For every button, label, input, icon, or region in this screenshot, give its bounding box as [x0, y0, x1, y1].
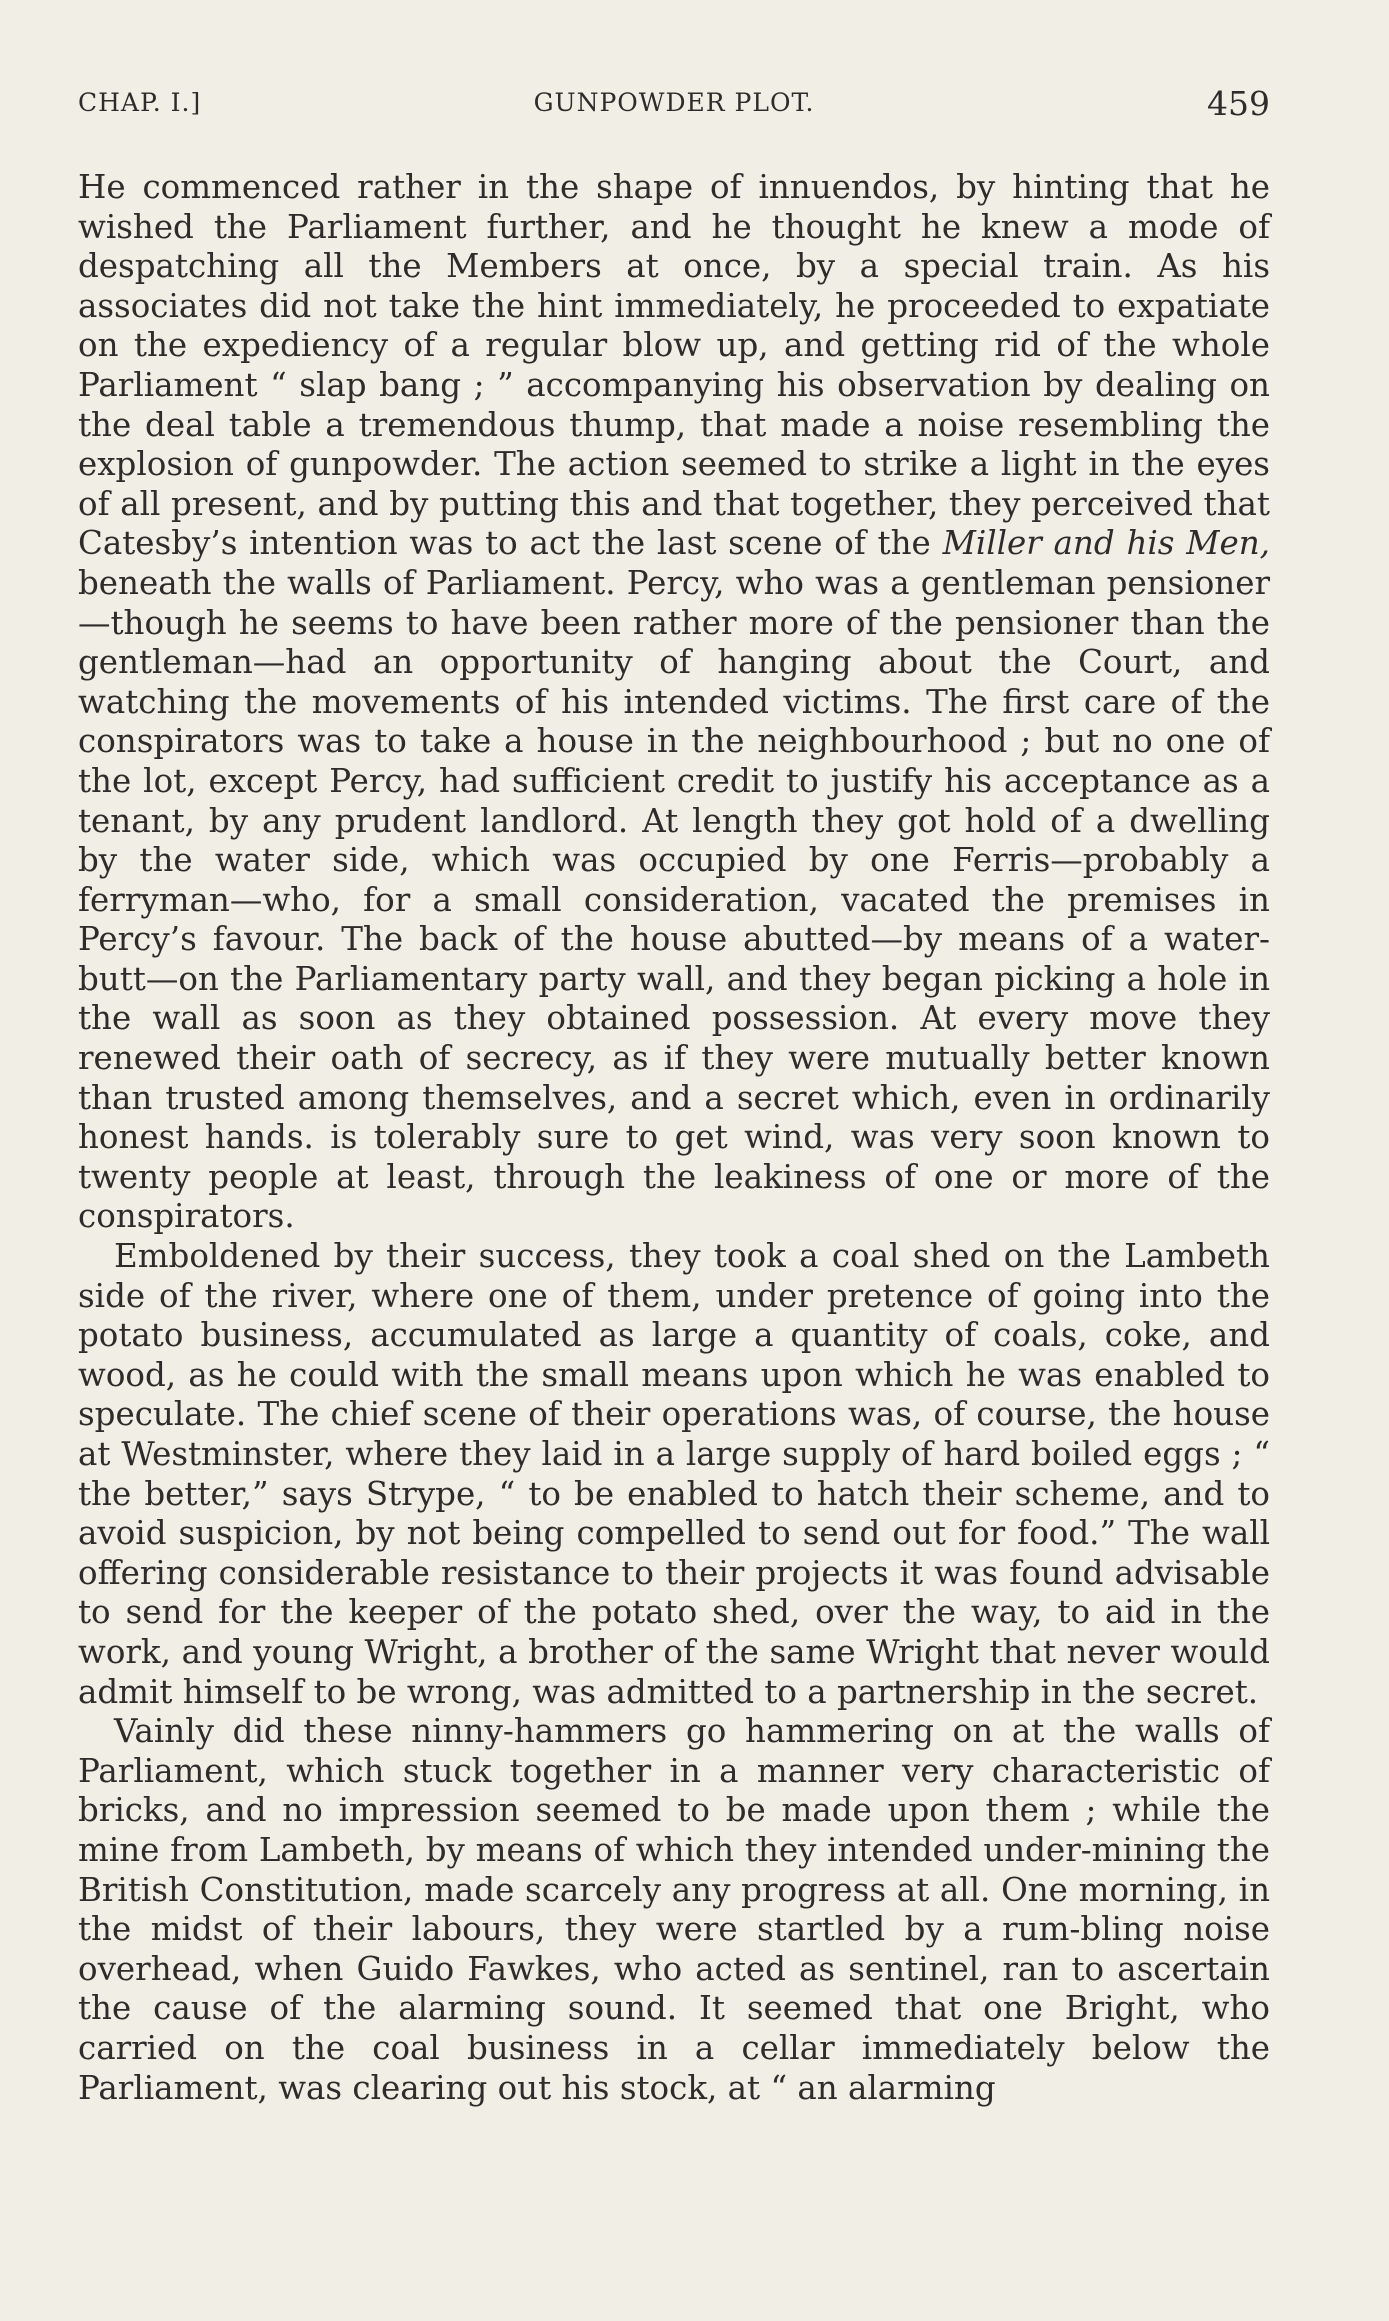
running-head	[78, 84, 1270, 128]
chapter-label: CHAP. I.]	[78, 88, 202, 117]
paragraph-3: Vainly did these ninny-hammers go hammering on at the walls of Parliament, which stuck together in a manner very characteristic of bricks, and no impression seemed to be made upon them ; while the mine from Lambeth, by means of which they intended under-mining the British Constitution, made scarcely any progress at all. One morning, in the midst of their labours, they were startled by a rum-bling noise overhead, when Guido Fawkes, who acted as sentinel, ran to ascertain the cause of the alarming sound. It seemed that one Bright, who carried on the coal business in a cellar immediately below the Parliament, was clearing out his stock, at “ an alarming	[78, 1712, 1270, 2107]
paragraph-2: Emboldened by their success, they took a coal shed on the Lambeth side of the river, where one of them, under pretence of going into the potato business, accumulated as large a quantity of coals, coke, and wood, as he could with the small means upon which he was enabled to speculate. The chief scene of their operations was, of course, the house at Westminster, where they laid in a large supply of hard boiled eggs ; “ the better,” says Strype, “ to be enabled to hatch their scheme, and to avoid suspicion, by not being compelled to send out for food.” The wall offering considerable resistance to their projects it was found advisable to send for the keeper of the potato shed, over the way, to aid in the work, and young Wright, a brother of the same Wright that never would admit himself to be wrong, was admitted to a partnership in the secret.	[78, 1237, 1270, 1711]
body-text	[78, 168, 1270, 2108]
paragraph-1-after: beneath the walls of Parliament. Percy, who was a gentleman pensioner—though he seems to have been rather more of the pensioner than the gentleman—had an opportunity of hanging about the Court, and watching the movements of his intended victims. The first care of the conspirators was to take a house in the neighbourhood ; but no one of the lot, except Percy, had sufficient credit to justify his acceptance as a tenant, by any prudent landlord. At length they got hold of a dwelling by the water side, which was occupied by one Ferris—probably a ferryman—who, for a small consideration, vacated the premises in Percy’s favour. The back of the house abutted—by means of a water-butt—on the Parliamentary party wall, and they began picking a hole in the wall as soon as they obtained possession. At every move they renewed their oath of secrecy, as if they were mutually better known than trusted among themselves, and a secret which, even in ordinarily honest hands. is tolerably sure to get wind, was very soon known to twenty people at least, through the leakiness of one or more of the conspirators.	[78, 563, 1270, 1236]
paragraph-1-before: He commenced rather in the shape of innuendos, by hinting that he wished the Parliament further, and he thought he knew a mode of despatching all the Members at once, by a special train. As his associates did not take the hint immediately, he proceeded to expatiate on the expediency of a regular blow up, and getting rid of the whole Parliament “ slap bang ; ” accompanying his observation by dealing on the deal table a tremendous thump, that made a noise resembling the explosion of gunpowder. The action seemed to strike a light in the eyes of all present, and by putting this and that together, they perceived that Catesby’s intention was to act the last scene of the	[78, 168, 1270, 563]
page-number: 459	[1207, 84, 1270, 123]
running-title: GUNPOWDER PLOT.	[533, 88, 815, 117]
paragraph-1	[78, 168, 1270, 1237]
play-title-italic: Miller and his Men,	[942, 524, 1270, 563]
book-page	[78, 84, 1270, 2108]
